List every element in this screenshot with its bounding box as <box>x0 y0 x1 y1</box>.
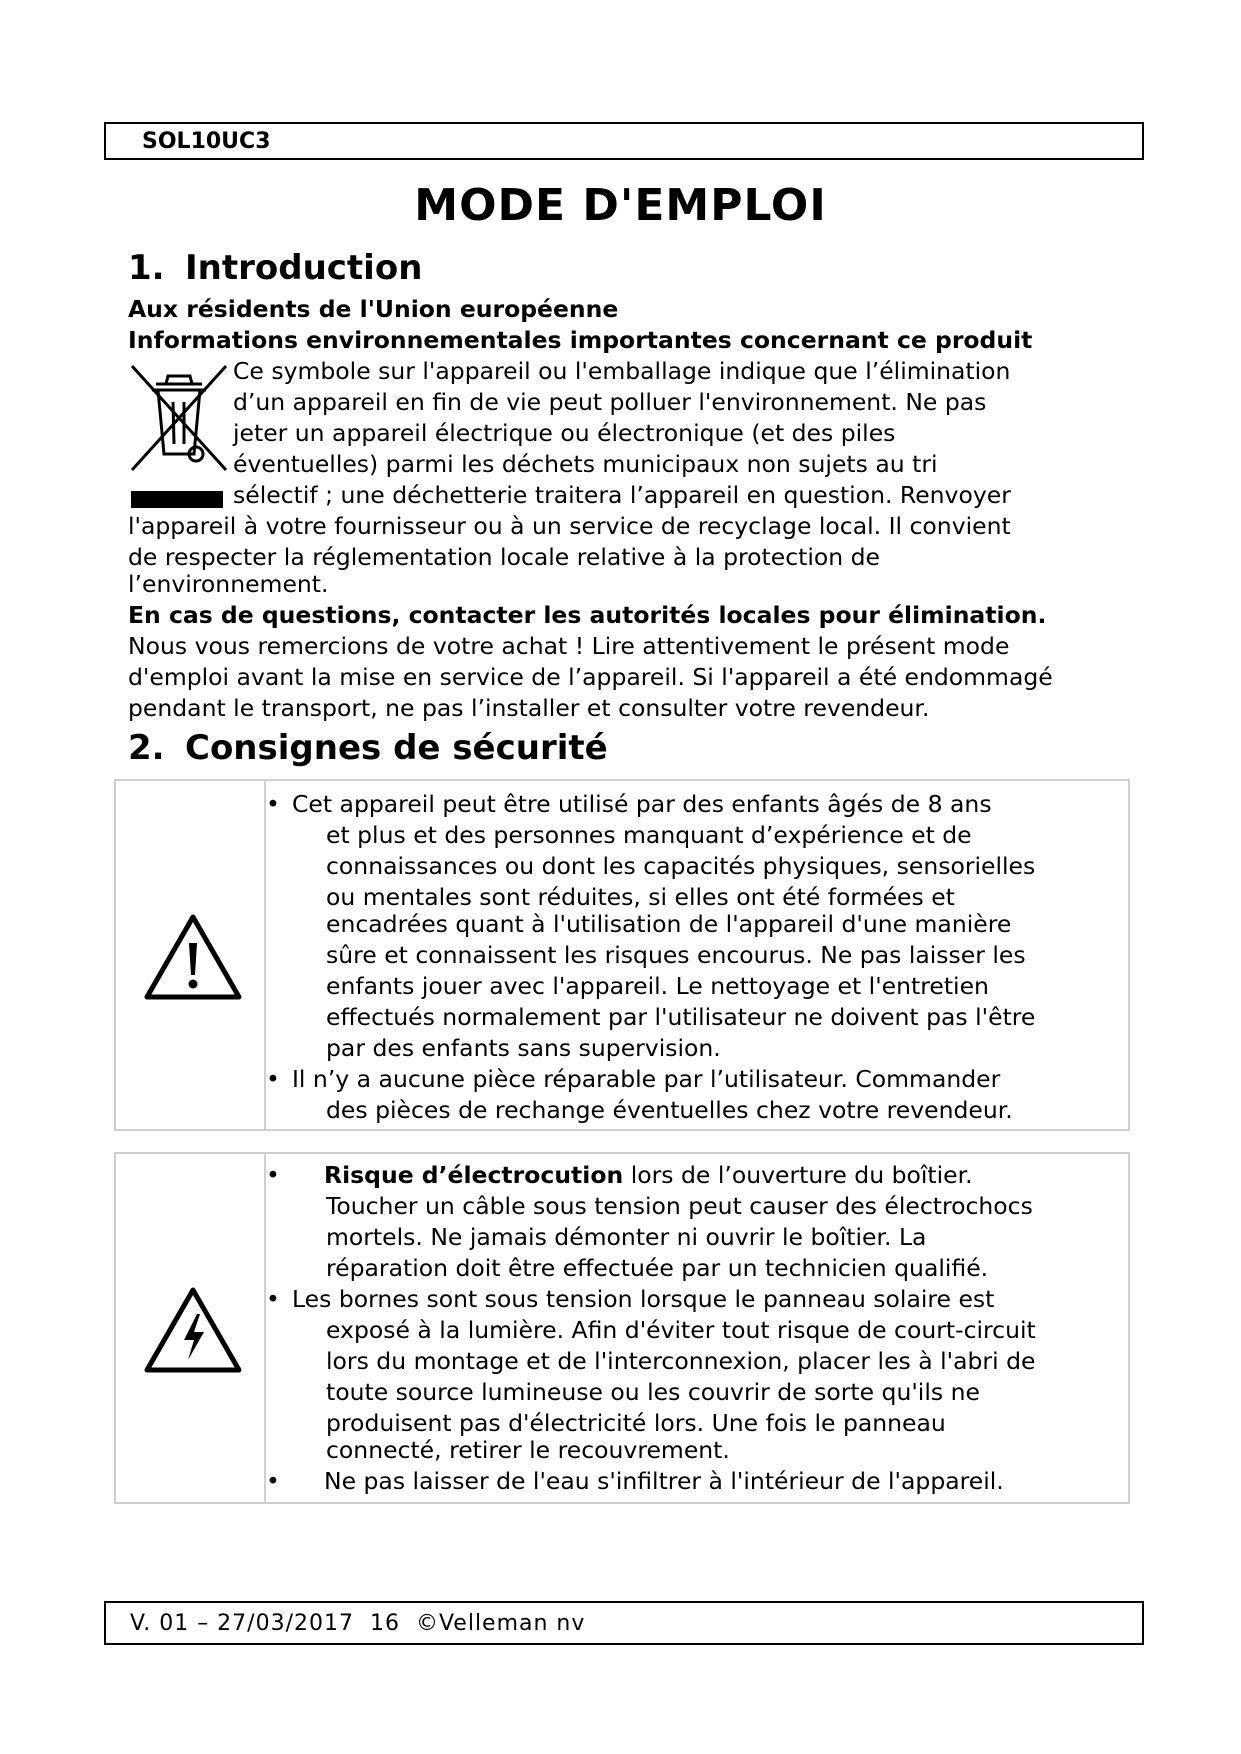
section-2-number: 2. <box>128 728 165 768</box>
safety-box-electrical <box>114 1152 1130 1504</box>
children-line-1: Cet appareil peut être utilisé par des enfants âgés de 8 ans <box>292 790 992 818</box>
env-line-2: d’un appareil en fin de vie peut polluer l'environnement. Ne pas <box>233 388 987 416</box>
children-line-6: sûre et connaissent les risques encourus. Ne pas laisser les <box>326 941 1026 969</box>
warning-icon <box>142 911 244 1003</box>
children-line-9: par des enfants sans supervision. <box>326 1034 721 1062</box>
children-line-5: encadrées quant à l'utilisation de l'appareil d'une manière <box>326 910 1012 938</box>
bullet-marker: • <box>266 1467 280 1495</box>
terminals-line-5: produisent pas d'électricité lors. Une fois le panneau <box>326 1409 946 1437</box>
env-line-4: éventuelles) parmi les déchets municipaux non sujets au tri <box>233 450 938 478</box>
env-line-8: l’environnement. <box>128 570 329 598</box>
terminals-line-2: exposé à la lumière. Afin d'éviter tout risque de court-circuit <box>326 1316 1036 1344</box>
env-line-7: de respecter la réglementation locale relative à la protection de <box>128 543 880 571</box>
children-line-7: enfants jouer avec l'appareil. Le nettoyage et l'entretien <box>326 972 989 1000</box>
terminals-line-4: toute source lumineuse ou les couvrir de sorte qu'ils ne <box>326 1378 980 1406</box>
electrocution-rest: lors de l’ouverture du boîtier. <box>623 1161 973 1189</box>
model-number: SOL10UC3 <box>142 129 271 154</box>
footer-text: V. 01 – 27/03/2017 16 ©Velleman nv <box>130 1611 586 1636</box>
section-1-number: 1. <box>128 248 165 288</box>
box-divider <box>264 1154 266 1502</box>
terminals-line-3: lors du montage et de l'interconnexion, placer les à l'abri de <box>326 1347 1036 1375</box>
bullet-marker: • <box>266 1285 280 1313</box>
questions-note: En cas de questions, contacter les autorités locales pour élimination. <box>128 601 1047 629</box>
footer-box <box>104 1601 1144 1645</box>
bullet-marker: • <box>266 790 280 818</box>
bullet-marker: • <box>266 1161 280 1189</box>
env-line-5: sélectif ; une déchetterie traitera l’appareil en question. Renvoyer <box>233 481 1011 509</box>
terminals-line-6: connecté, retirer le recouvrement. <box>326 1436 730 1464</box>
section-1-heading <box>128 248 422 288</box>
section-2-title: Consignes de sécurité <box>185 728 608 768</box>
children-line-8: effectués normalement par l'utilisateur ne doivent pas l'être <box>326 1003 1036 1031</box>
env-line-1: Ce symbole sur l'appareil ou l'emballage indique que l’élimination <box>233 357 1011 385</box>
thanks-line-3: pendant le transport, ne pas l’installer et consulter votre revendeur. <box>128 694 930 722</box>
electrocution-line-2: Toucher un câble sous tension peut causer des électrochocs <box>326 1192 1033 1220</box>
thanks-line-2: d'emploi avant la mise en service de l’appareil. Si l'appareil a été endommagé <box>128 663 1053 691</box>
thanks-line-1: Nous vous remercions de votre achat ! Lire attentivement le présent mode <box>128 632 1010 660</box>
high-voltage-icon <box>142 1284 244 1376</box>
env-heading: Informations environnementales importantes concernant ce produit <box>128 326 1033 354</box>
children-line-2: et plus et des personnes manquant d’expérience et de <box>326 821 972 849</box>
env-line-6: l'appareil à votre fournisseur ou à un service de recyclage local. Il convient <box>128 512 1011 540</box>
electrocution-line-4: réparation doit être effectuée par un technicien qualifié. <box>326 1254 989 1282</box>
header-box <box>104 122 1144 160</box>
weee-black-bar <box>131 491 223 508</box>
children-line-4: ou mentales sont réduites, si elles ont été formées et <box>326 883 955 911</box>
terminals-line-1: Les bornes sont sous tension lorsque le panneau solaire est <box>292 1285 995 1313</box>
electrocution-label: Risque d’électrocution <box>324 1161 624 1189</box>
weee-crossed-bin-icon <box>128 362 230 474</box>
page-title: MODE D'EMPLOI <box>414 180 827 231</box>
parts-line-1: Il n’y a aucune pièce réparable par l’utilisateur. Commander <box>292 1065 1001 1093</box>
bullet-marker: • <box>266 1065 280 1093</box>
electrocution-line-1 <box>324 1160 973 1190</box>
children-line-3: connaissances ou dont les capacités physiques, sensorielles <box>326 852 1036 880</box>
safety-box-general <box>114 779 1130 1131</box>
section-1-title: Introduction <box>185 248 423 288</box>
residents-heading: Aux résidents de l'Union européenne <box>128 295 619 323</box>
parts-line-2: des pièces de rechange éventuelles chez votre revendeur. <box>326 1096 1013 1124</box>
env-line-3: jeter un appareil électrique ou électronique (et des piles <box>233 419 896 447</box>
electrocution-line-3: mortels. Ne jamais démonter ni ouvrir le boîtier. La <box>326 1223 927 1251</box>
section-2-heading <box>128 728 608 768</box>
water-warning: Ne pas laisser de l'eau s'infiltrer à l'intérieur de l'appareil. <box>324 1467 1004 1495</box>
